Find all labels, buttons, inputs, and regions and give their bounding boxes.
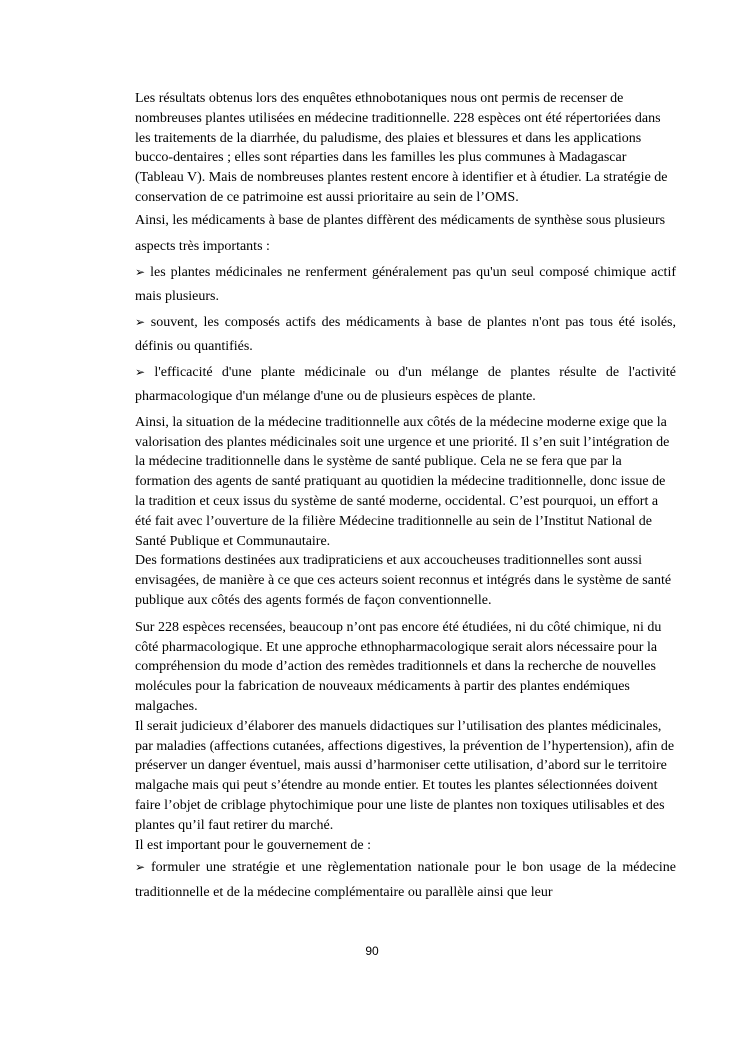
text-body (135, 89, 676, 905)
paragraph: Il est important pour le gouvernement de : (135, 837, 371, 853)
paragraph: Des formations destinées aux tradipraticiens et aux accoucheuses traditionnelles sont aussi envisagées, de manière à ce que ces acteurs soient reconnus et intégrés dans le système de santé publique aux côtés des agents formés de façon conventionnelle. (135, 553, 672, 608)
bullet-text: l'efficacité d'une plante médicinale ou d'un mélange de plantes résulte de l'activité pharmacologique d'un mélange d'une ou de plusieurs espèces de plante. (135, 364, 677, 405)
bullet-text: formuler une stratégie et une règlementation nationale pour le bon usage de la médecine traditionnelle et de la médecine complémentaire ou parallèle ainsi que leur (135, 860, 676, 900)
bullet-item (135, 855, 676, 905)
arrow-bullet-icon: ➢ (135, 860, 146, 875)
bullet-item (135, 360, 676, 410)
bullet-text: souvent, les composés actifs des médicaments à base de plantes n'ont pas tous été isolés, définis ou quantifiés. (135, 314, 676, 355)
arrow-bullet-icon: ➢ (135, 264, 146, 279)
paragraph: Ainsi, les médicaments à base de plantes diffèrent des médicaments de synthèse sous plusieurs aspects très importants : (135, 212, 666, 254)
page-number: 90 (365, 944, 379, 958)
bullet-item (135, 260, 676, 310)
paragraph: Il serait judicieux d’élaborer des manuels didactiques sur l’utilisation des plantes médicinales, par maladies (affections cutanées, affections digestives, la prévention de l’hypertension), afin de préserver un danger éventuel, mais aussi d’harmoniser cette utilisation, d’abord sur le territoire malgache mais qui peut s’étendre au monde entier. Et toutes les plantes sélectionnées doivent faire l’objet de criblage phytochimique pour une liste de plantes non toxiques utilisables et des plantes qu’il faut retirer du marché. (135, 718, 675, 833)
arrow-bullet-icon: ➢ (135, 314, 146, 329)
paragraph: Ainsi, la situation de la médecine traditionnelle aux côtés de la médecine moderne exige que la valorisation des plantes médicinales soit une urgence et une priorité. Il s’en suit l’intégration de la médecine traditionnelle dans le système de santé publique. Cela ne se fera que par la formation des agents de santé pratiquant au quotidien la médecine traditionnelle, donc issue de la tradition et ceux issus du système de santé moderne, occidental. C’est pourquoi, un effort a été fait avec l’ouverture de la filière Médecine traditionnelle au sein de l’Institut National de Santé Publique et Communautaire. (135, 414, 670, 549)
paragraph: Les résultats obtenus lors des enquêtes ethnobotaniques nous ont permis de recenser de nombreuses plantes utilisées en médecine traditionnelle. 228 espèces ont été répertoriées dans les traitements de la diarrhée, du paludisme, des plaies et blessures et dans les applications bucco-dentaires ; elles sont réparties dans les familles les plus communes à Madagascar (Tableau V). Mais de nombreuses plantes restent encore à identifier et à étudier. La stratégie de conservation de ce patrimoine est aussi prioritaire au sein de l’OMS. (135, 91, 668, 205)
bullet-text: les plantes médicinales ne renferment généralement pas qu'un seul composé chimique actif mais plusieurs. (135, 264, 676, 305)
paragraph: Sur 228 espèces recensées, beaucoup n’ont pas encore été étudiées, ni du côté chimique, ni du côté pharmacologique. Et une approche ethnopharmacologique serait alors nécessaire pour la compréhension du mode d’action des remèdes traditionnels et dans la recherche de nouvelles molécules pour la fabrication de nouveaux médicaments à partir des plantes endémiques malgaches. (135, 619, 662, 714)
bullet-item (135, 310, 676, 360)
arrow-bullet-icon: ➢ (135, 364, 146, 379)
